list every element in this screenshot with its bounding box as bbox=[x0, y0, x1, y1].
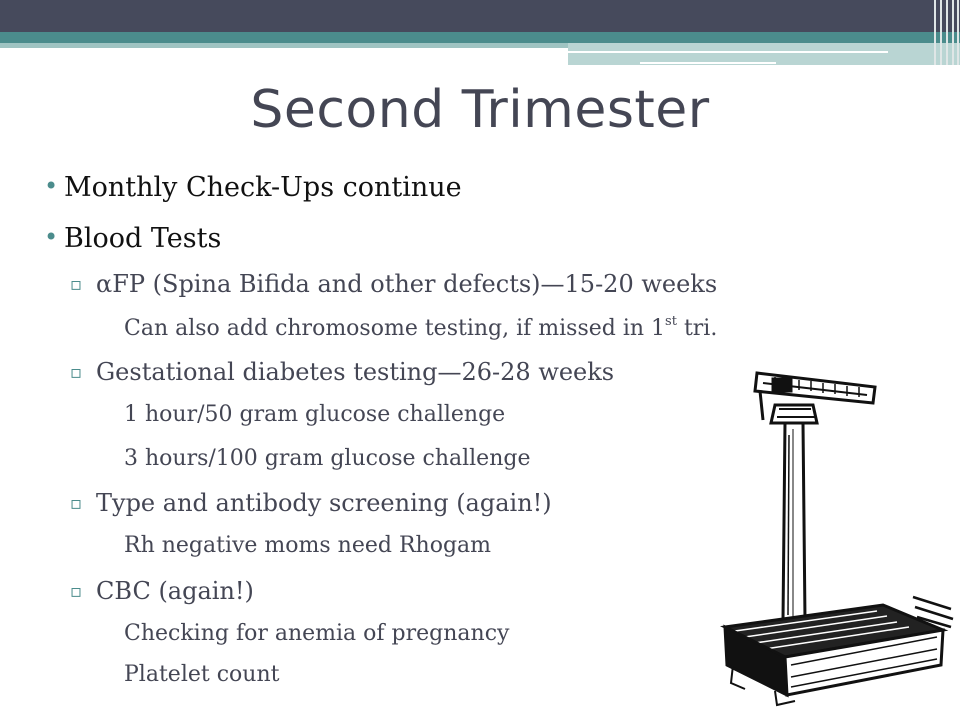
weighing-scale-illustration bbox=[705, 365, 955, 710]
sub-bullet-item bbox=[70, 358, 615, 386]
bullet-text: Blood Tests bbox=[64, 223, 222, 254]
detail-text-after: tri. bbox=[676, 316, 718, 341]
bullet-item bbox=[44, 223, 222, 254]
header-bar-teal-light bbox=[0, 43, 568, 48]
detail-item bbox=[124, 621, 509, 646]
header-stripes bbox=[928, 0, 960, 65]
detail-item bbox=[124, 314, 717, 341]
detail-superscript: st bbox=[665, 314, 677, 329]
detail-text: Checking for anemia of pregnancy bbox=[124, 621, 510, 646]
bullet-text: Monthly Check-Ups continue bbox=[64, 172, 462, 203]
sub-bullet-text: Gestational diabetes testing—26-28 weeks bbox=[96, 358, 615, 386]
detail-item bbox=[124, 446, 530, 471]
square-bullet-icon: ▫ bbox=[70, 493, 83, 514]
square-bullet-icon: ▫ bbox=[70, 362, 83, 383]
bullet-dot-icon: • bbox=[44, 223, 59, 251]
detail-text: Can also add chromosome testing, if missed in 1 bbox=[124, 316, 666, 341]
sub-bullet-text: Type and antibody screening (again!) bbox=[96, 489, 552, 517]
bullet-item bbox=[44, 172, 462, 203]
square-bullet-icon: ▫ bbox=[70, 581, 83, 602]
bullet-dot-icon: • bbox=[44, 172, 59, 200]
detail-item bbox=[124, 402, 505, 427]
header-bar-teal bbox=[0, 32, 960, 43]
detail-text: Rh negative moms need Rhogam bbox=[124, 533, 492, 558]
sub-bullet-item bbox=[70, 577, 254, 605]
detail-item bbox=[124, 662, 279, 687]
sub-bullet-text: αFP (Spina Bifida and other defects)—15-20 weeks bbox=[96, 270, 718, 298]
sub-bullet-item bbox=[70, 489, 552, 517]
detail-item bbox=[124, 533, 491, 558]
detail-text: 3 hours/100 gram glucose challenge bbox=[124, 446, 531, 471]
detail-text: Platelet count bbox=[124, 662, 280, 687]
square-bullet-icon: ▫ bbox=[70, 274, 83, 295]
header-bar-dark bbox=[0, 0, 960, 32]
detail-text: 1 hour/50 gram glucose challenge bbox=[124, 402, 506, 427]
sub-bullet-item bbox=[70, 270, 718, 298]
slide-title: Second Trimester bbox=[250, 80, 710, 140]
header-line bbox=[568, 51, 888, 53]
sub-bullet-text: CBC (again!) bbox=[96, 577, 254, 605]
header-line bbox=[640, 62, 776, 64]
